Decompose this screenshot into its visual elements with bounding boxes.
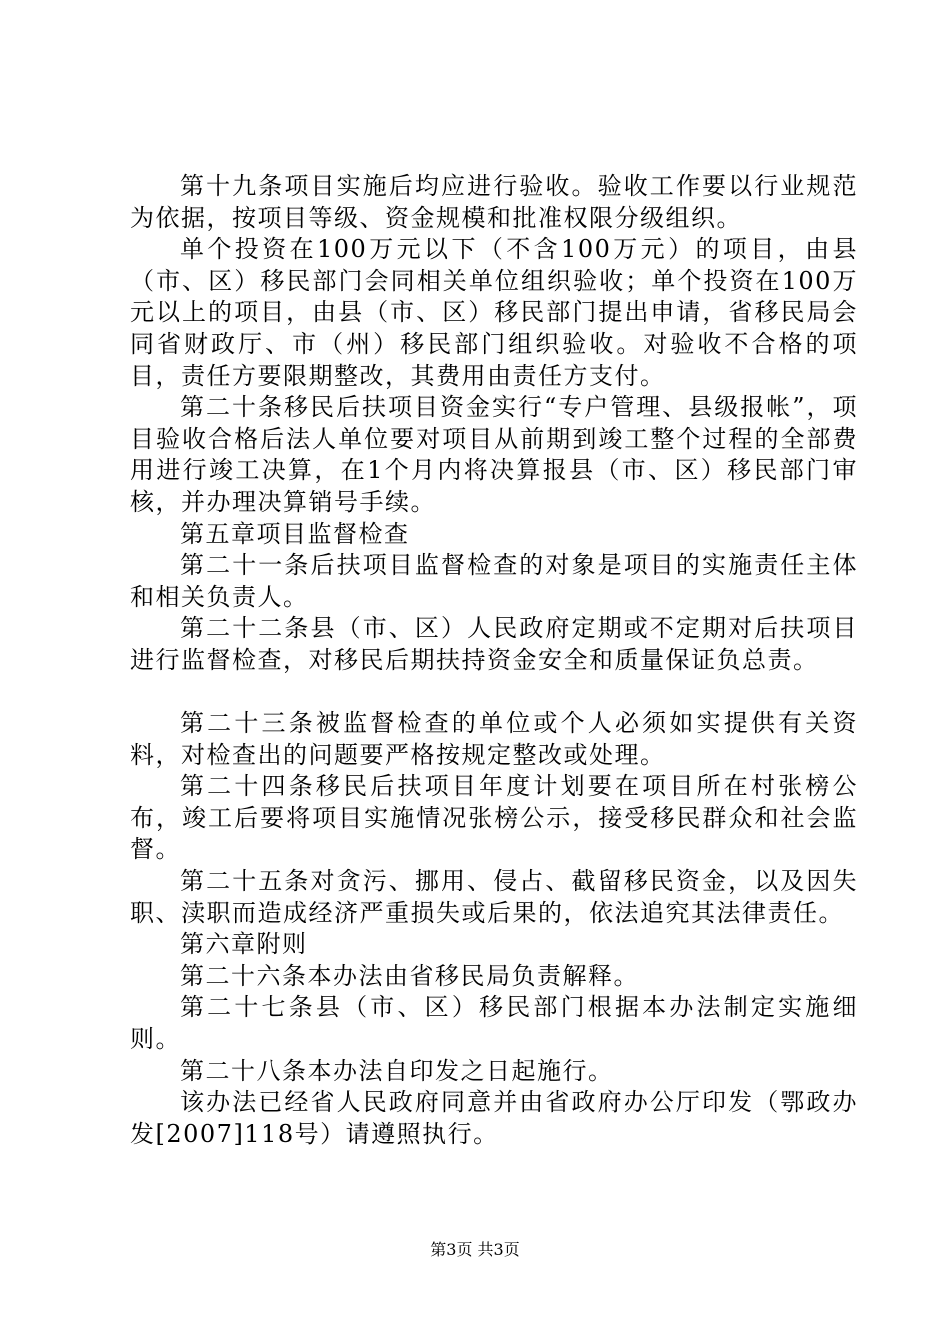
chapter-5-heading: 第五章项目监督检查 xyxy=(180,519,410,548)
paragraph-investment-acceptance: 单个投资在100万元以下（不含100万元）的项目，由县（市、区）移民部门会同相关单位组织验收；单个投资在100万元以上的项目，由县（市、区）移民部门提出申请，省移民局会同省财政厅、市（州）移民部门组织验收。对验收不合格的项目，责任方要限期整改，其费用由责任方支付。 xyxy=(130,235,858,390)
paragraph-article-24: 第二十四条移民后扶项目年度计划要在项目所在村张榜公布，竣工后要将项目实施情况张榜公示，接受移民群众和社会监督。 xyxy=(130,772,858,864)
chapter-6-heading: 第六章附则 xyxy=(180,930,308,959)
paragraph-article-22: 第二十二条县（市、区）人民政府定期或不定期对后扶项目进行监督检查，对移民后期扶持资金安全和质量保证负总责。 xyxy=(130,614,858,674)
document-body xyxy=(130,171,858,1150)
paragraph-article-28: 第二十八条本办法自印发之日起施行。 xyxy=(180,1056,614,1085)
paragraph-article-20: 第二十条移民后扶项目资金实行“专户管理、县级报帐”，项目验收合格后法人单位要对项目从前期到竣工整个过程的全部费用进行竣工决算，在1个月内将决算报县（市、区）移民部门审核，并办理决算销号手续。 xyxy=(130,393,858,516)
paragraph-article-25: 第二十五条对贪污、挪用、侵占、截留移民资金，以及因失职、渎职而造成经济严重损失或后果的，依法追究其法律责任。 xyxy=(130,867,858,927)
paragraph-article-19: 第十九条项目实施后均应进行验收。验收工作要以行业规范为依据，按项目等级、资金规模和批准权限分级组织。 xyxy=(130,172,858,232)
paragraph-article-21: 第二十一条后扶项目监督检查的对象是项目的实施责任主体和相关负责人。 xyxy=(130,551,858,611)
page-footer: 第3页 共3页 xyxy=(430,1240,520,1259)
paragraph-article-23: 第二十三条被监督检查的单位或个人必须如实提供有关资料，对检查出的问题要严格按规定整改或处理。 xyxy=(130,709,858,769)
paragraph-article-27: 第二十七条县（市、区）移民部门根据本办法制定实施细则。 xyxy=(130,993,858,1054)
paragraph-closing-note: 该办法已经省人民政府同意并由省政府办公厅印发（鄂政办发[2007]118号）请遵照执行。 xyxy=(130,1088,858,1148)
blank-line xyxy=(130,677,858,709)
paragraph-article-26: 第二十六条本办法由省移民局负责解释。 xyxy=(180,961,639,990)
